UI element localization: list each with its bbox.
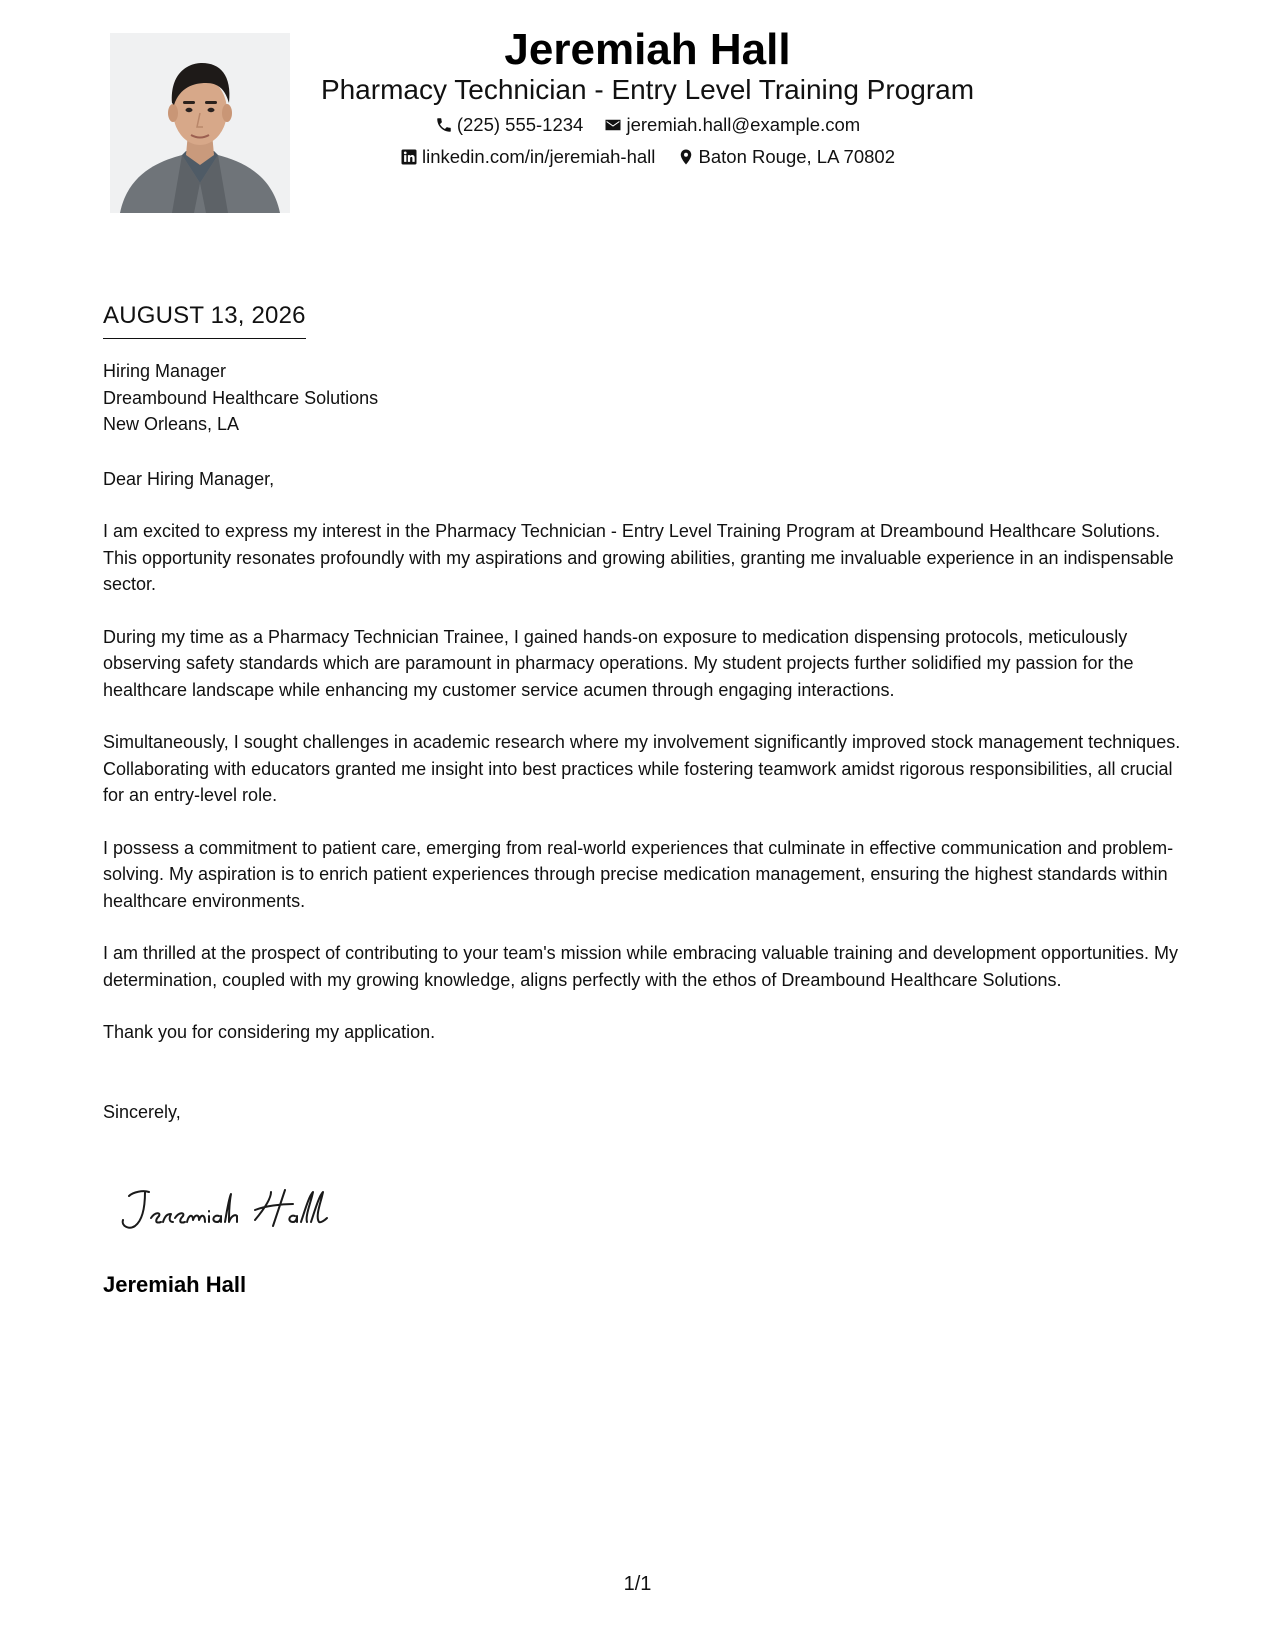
signer-name: Jeremiah Hall xyxy=(103,1272,247,1297)
handwritten-signature xyxy=(115,1180,355,1240)
recipient-company: Dreambound Healthcare Solutions xyxy=(103,387,379,408)
applicant-name: Jeremiah Hall xyxy=(504,25,791,74)
body-paragraph-5: I am thrilled at the prospect of contributing to your team's mission while embracing valuable training and development opportunities. My determination, coupled with my growing knowledge, aligns perfectly with the ethos of Dreambound Healthcare Solutions. xyxy=(103,943,1178,990)
date-block xyxy=(103,300,306,339)
signature-image xyxy=(115,1180,355,1240)
contact-linkedin[interactable] xyxy=(400,144,655,170)
contact-phone[interactable] xyxy=(435,112,584,138)
phone-icon xyxy=(435,116,453,134)
envelope-icon xyxy=(604,116,622,134)
letter-body xyxy=(103,358,1183,1125)
linkedin-icon xyxy=(400,148,418,166)
body-paragraph-1: I am excited to express my interest in the Pharmacy Technician - Entry Level Training Program at Dreambound Healthcare Solutions. This opportunity resonates profoundly with my aspirations and growing abilities, granting me invaluable experience in an indispensable sector. xyxy=(103,521,1174,594)
letter-date: AUGUST 13, 2026 xyxy=(103,300,306,339)
greeting: Dear Hiring Manager, xyxy=(103,468,275,489)
map-pin-icon xyxy=(677,148,695,166)
contact-linkedin-text: linkedin.com/in/jeremiah-hall xyxy=(421,146,656,167)
contact-row-primary xyxy=(0,112,1275,141)
contact-email-text: jeremiah.hall@example.com xyxy=(626,114,861,135)
contact-phone-text: (225) 555-1234 xyxy=(456,114,584,135)
page-number: 1/1 xyxy=(623,1573,652,1595)
contact-row-secondary xyxy=(0,144,1275,173)
contact-location xyxy=(677,144,895,170)
body-paragraph-2: During my time as a Pharmacy Technician Trainee, I gained hands-on exposure to medication dispensing protocols, meticulously observing safety standards which are paramount in pharmacy operations. My student projects further solidified my passion for the healthcare landscape while enhancing my customer service acumen through engaging interactions. xyxy=(103,626,1134,700)
body-paragraph-3: Simultaneously, I sought challenges in academic research where my involvement significantly improved stock management techniques. Collaborating with educators granted me insight into best practices while fostering teamwork amidst rigorous responsibilities, all crucial for an entry-level role. xyxy=(103,732,1181,805)
closing-line: Thank you for considering my application. xyxy=(103,1022,436,1042)
body-paragraph-4: I possess a commitment to patient care, emerging from real-world experiences that culminate in effective communication and problem-solving. My aspiration is to enrich patient experiences through precise medication management, ensuring the highest standards within healthcare environments. xyxy=(103,837,1174,911)
job-title: Pharmacy Technician - Entry Level Training Program xyxy=(320,74,975,105)
recipient-location: New Orleans, LA xyxy=(103,414,240,434)
signoff: Sincerely, xyxy=(103,1101,181,1122)
contact-location-text: Baton Rouge, LA 70802 xyxy=(698,146,896,167)
recipient-name: Hiring Manager xyxy=(103,361,227,381)
recipient-block xyxy=(103,358,1183,438)
letter-header xyxy=(0,0,1275,230)
contact-email[interactable] xyxy=(604,112,860,138)
